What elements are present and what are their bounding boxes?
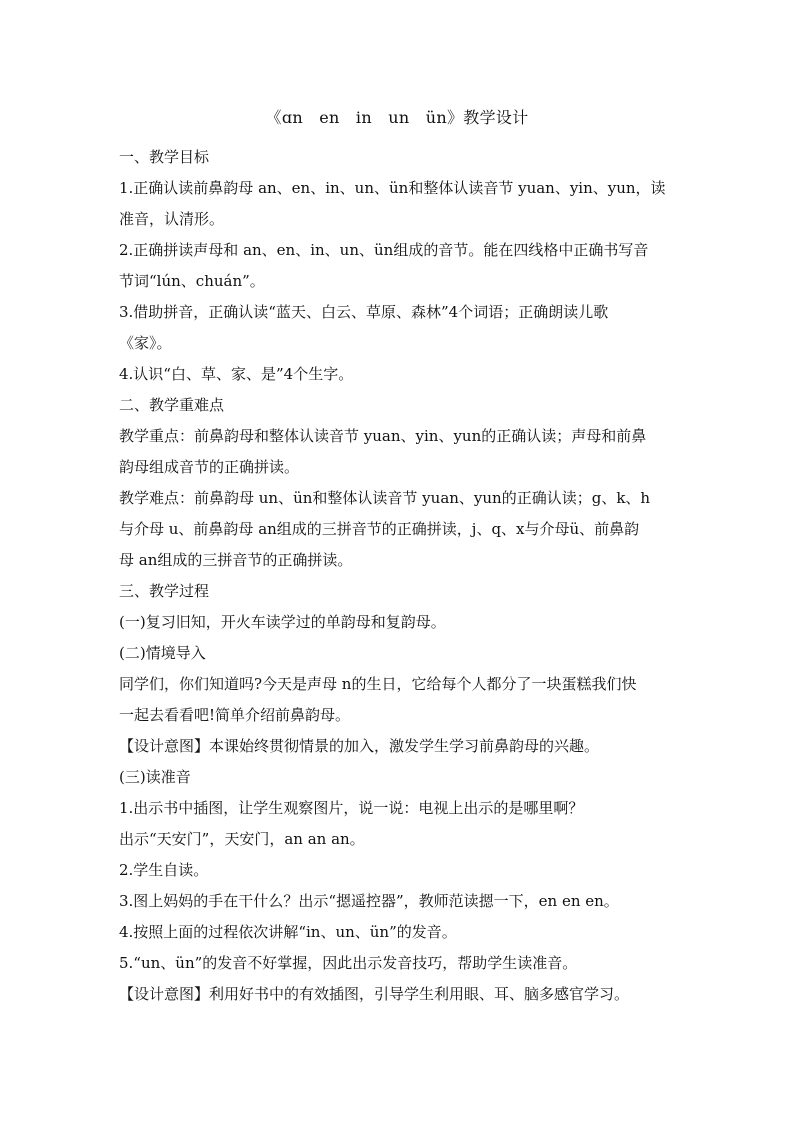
difficulty-line-3: 母 an组成的三拼音节的正确拼读。 <box>119 551 353 569</box>
difficulty-line-1: 教学难点：前鼻韵母 un、ün和整体认读音节 yuan、yun的正确认读；g、k、h <box>119 489 651 507</box>
objective-1-line-1: 1.正确认读前鼻韵母 an、en、in、un、ün和整体认读音节 yuan、yin、yun，读 <box>119 179 666 197</box>
pronunciation-item-3: 3.图上妈妈的手在干什么？出示“摁遥控器”，教师范读摁一下，en en en。 <box>119 892 619 910</box>
objective-3-line-2: 《家》。 <box>119 334 172 352</box>
objective-4: 4.认识“白、草、家、是”4个生字。 <box>119 365 354 383</box>
section-heading-key-points: 二、教学重难点 <box>119 396 225 414</box>
pronunciation-item-1-detail: 出示“天安门”，天安门，an an an。 <box>119 830 365 848</box>
document-body <box>119 142 679 1010</box>
key-point-line-2: 韵母组成音节的正确拼读。 <box>119 458 300 476</box>
section-heading-objectives: 一、教学目标 <box>119 148 210 166</box>
objective-2-line-1: 2.正确拼读声母和 an、en、in、un、ün组成的音节。能在四线格中正确书写音 <box>119 241 649 259</box>
objective-3-line-1: 3.借助拼音，正确认读“蓝天、白云、草原、森林”4个词语；正确朗读儿歌 <box>119 303 609 321</box>
difficulty-line-2: 与介母 u、前鼻韵母 an组成的三拼音节的正确拼读，j、q、x与介母ü、前鼻韵 <box>119 520 640 538</box>
design-intent-1: 【设计意图】本课始终贯彻情景的加入，激发学生学习前鼻韵母的兴趣。 <box>119 737 600 755</box>
process-step-pronunciation: (三)读准音 <box>119 768 191 786</box>
pronunciation-item-4: 4.按照上面的过程依次讲解“in、un、ün”的发音。 <box>119 923 457 941</box>
scenario-line-1: 同学们，你们知道吗?今天是声母 n的生日，它给每个人都分了一块蛋糕我们快 <box>119 675 637 693</box>
scenario-line-2: 一起去看看吧!简单介绍前鼻韵母。 <box>119 706 351 724</box>
section-heading-process: 三、教学过程 <box>119 582 210 600</box>
pronunciation-item-1: 1.出示书中插图，让学生观察图片，说一说：电视上出示的是哪里啊？ <box>119 799 584 817</box>
design-intent-2: 【设计意图】利用好书中的有效插图，引导学生利用眼、耳、脑多感官学习。 <box>119 985 630 1003</box>
process-step-scenario: (二)情境导入 <box>119 644 206 662</box>
objective-1-line-2: 准音，认清形。 <box>119 210 225 228</box>
objective-2-line-2: 节词“lún、chuán”。 <box>119 272 265 290</box>
process-step-review: (一)复习旧知，开火车读学过的单韵母和复韵母。 <box>119 613 446 631</box>
key-point-line-1: 教学重点：前鼻韵母和整体认读音节 yuan、yin、yun的正确认读；声母和前鼻 <box>119 427 647 445</box>
pronunciation-item-2: 2.学生自读。 <box>119 861 209 879</box>
document-title: 《ɑn en in un ün》教学设计 <box>265 108 529 127</box>
pronunciation-item-5: 5.“un、ün”的发音不好掌握，因此出示发音技巧，帮助学生读准音。 <box>119 954 578 972</box>
